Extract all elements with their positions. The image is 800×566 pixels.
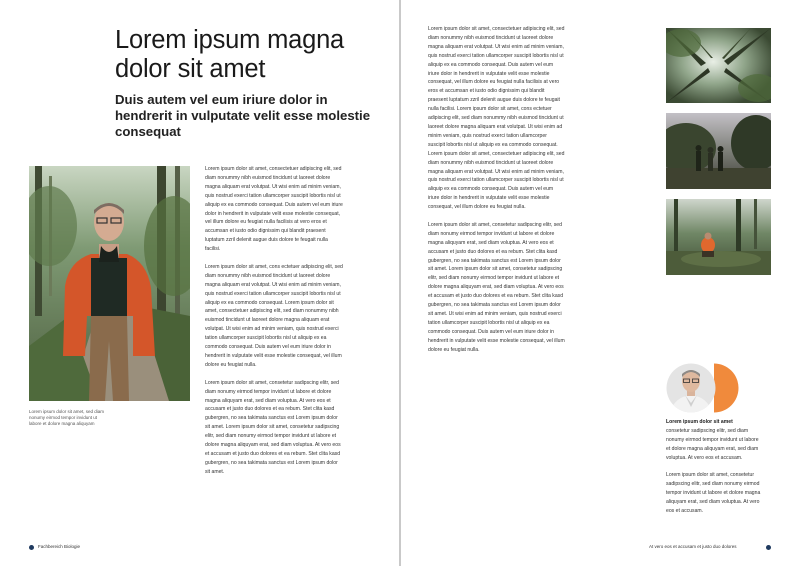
author-sidebar: [666, 418, 761, 525]
paragraph: Lorem ipsum dolor sit amet, consectetuer adipiscing elit, sed diam nonummy nibh euismod tincidunt ut laoreet dolore magna aliquam erat volutpat. Ut wisi enim ad minim veniam, quis nostrud exerci tation ullamcorper suscipit lobortis nisl ut aliquip ex ea commodo consequat. Duis autem vel eum iriure dolor in hendrerit in vulputate velit esse molestie consequat, vel illum dolore eu feugiat nulla facilisis at vero eros et accumsan et iusto odio dignissim qui blandit praesent luptatum zzril delenit augue duis dolore te feugait nulla facilisi. Lorem ipsum dolor sit amet, cons ectetuer adipiscing elit, sed diam nonummy nibh euismod tincidunt ut laoreet dolore magna aliquam erat volutpat. Ut wisi enim ad minim veniam, quis nostrud exerci tation ullamcorper suscipit lobortis nisl ut aliquip ex ea commodo consequat. Lorem ipsum dolor sit amet, consectetuer adipiscing elit, sed diam nonummy nibh euismod tincidunt ut laoreet dolore magna aliquam erat volutpat. Ut wisi enim ad minim veniam, quis nostrud exerci tation ullamcorper suscipit lobortis nisl ut aliquip ex ea commodo consequat. Duis autem vel eum iriure dolor in hendrerit in vulputate velit esse molestie consequat, vel illum dolore eu feugiat nulla.: [428, 26, 565, 211]
forest-canopy-photo: [666, 28, 771, 103]
paragraph: Lorem ipsum dolor sit amet, cons ectetuer adipiscing elit, sed diam nonummy nibh euismod tincidunt ut laoreet dolore magna aliquam erat volutpat. Ut wisi enim ad minim veniam, quis nostrud exerci tation ullamcorper suscipit lobortis nisl ut aliquip ex ea commodo consequat. Lorem ipsum dolor sit amet, consectetuer adipiscing elit, sed diam nonummy nibh euismod tincidunt ut laoreet dolore magna aliquam erat volutpat. Ut wisi enim ad minim veniam, quis nostrud exerci tation ullamcorper suscipit lobortis nisl ut aliquip ex ea commodo consequat. Duis autem vel eum iriure dolor in hendrerit in vulputate velit esse molestie consequat, vel illum dolore eu feugiat nulla.: [205, 263, 343, 368]
group-in-forest-photo: [666, 113, 771, 189]
author-avatar: [666, 363, 740, 413]
right-body-text: [428, 25, 565, 363]
man-in-forest-image: [29, 166, 190, 401]
footer-dot: [766, 545, 771, 550]
article-title: Lorem ipsum magna dolor sit amet: [115, 26, 345, 83]
photo-caption: Lorem ipsum dolor sit amet, sed diam nonumy eirmod tempor invidunt ut labore et dolore magna aliquyam: [29, 409, 105, 426]
researcher-in-forest-photo: [666, 199, 771, 275]
left-body-text: [205, 165, 343, 486]
author-name: Lorem ipsum dolor sit amet: [666, 419, 733, 425]
canopy-image: [666, 28, 771, 103]
right-page: [401, 0, 800, 566]
author-portrait: [666, 363, 740, 413]
paragraph: Lorem ipsum dolor sit amet, consectetuer adipiscing elit, sed diam nonummy nibh euismod tincidunt ut laoreet dolore magna aliquam erat volutpat. Ut wisi enim ad minim veniam, quis nostrud exerci tation ullamcorper suscipit lobortis nisl ut aliquip ex ea commodo consequat. Duis autem vel eum iriure dolor in hendrerit in vulputate velit esse molestie consequat, vel illum dolore eu feugiat nulla facilisis at vero eros et accumsan et iusto odio dignissim qui blandit praesent luptatum zzril delenit augue duis dolore te feugait nulla facilisi.: [205, 166, 343, 253]
article-subtitle: Duis autem vel eum iriure dolor in hendrerit in vulputate velit esse molestie consequat: [115, 92, 371, 139]
footer-note: At vero eos et accusam et justo duo dolores: [649, 544, 737, 549]
researcher-image: [666, 199, 771, 275]
author-bio: [666, 418, 761, 463]
paragraph: Lorem ipsum dolor sit amet, consetetur sadipscing elitr, sed diam nonumy eirmod tempor invidunt ut labore et dolore magna aliquyam erat, sed diam voluptua. At vero eos et accusam et justo duo dolores et ea rebum. Stet clita kasd gubergren, no sea takimata sanctus est Lorem ipsum dolor sit amet. Lorem ipsum dolor sit amet, consetetur sadipscing elitr, sed diam nonumy eirmod tempor invidunt ut labore et dolore magna aliquyam erat, sed diam voluptua. At vero eos et accusam et justo duo dolores et ea rebum. Stet clita kasd gubergren, no sea takimata sanctus est Lorem ipsum dolor sit amet.: [205, 379, 341, 475]
group-image: [666, 113, 771, 189]
footer-dot: [29, 545, 34, 550]
portrait-photo: [29, 166, 190, 401]
left-page: [0, 0, 399, 566]
paragraph: Lorem ipsum dolor sit amet, consetetur sadipscing elitr, sed diam nonumy eirmod tempor invidunt ut labore et dolore magna aliquyam erat, sed diam voluptua. At vero eos et accusam et justo duo dolores et ea rebum. Stet clita kasd gubergren, no sea takimata sanctus est Lorem ipsum dolor sit amet. Lorem ipsum dolor sit amet, consetetur sadipscing elitr, sed diam nonumy eirmod tempor invidunt ut labore et dolore magna aliquyam erat, sed diam voluptua. At vero eos et accusam et justo duo dolores et ea rebum. Stet clita kasd gubergren, no sea takimata sanctus est Lorem ipsum dolor sit amet. Ut wisi enim ad minim veniam, quis nostrud exerci tation ullamcorper suscipit lobortis nisl ut aliquip ex ea commodo consequat. Duis autem vel eum iriure dolor in hendrerit in vulputate velit esse molestie consequat, vel illum dolore eu feugiat nulla.: [428, 221, 565, 353]
footer-section-label: Fachbereich Biologie: [38, 544, 81, 549]
sidebar-note: Lorem ipsum dolor sit amet, consetetur sadipscing elitr, sed diam nonumy eirmod tempor invidunt ut labore et dolore magna aliquyam erat, sed diam voluptua. At vero eos et accusam.: [666, 472, 761, 515]
author-bio-text: consetetur sadipscing elitr, sed diam nonumy eirmod tempor invidunt ut labore et dolore magna aliquyam erat, sed diam voluptua. At vero eos et accusam.: [666, 427, 759, 461]
